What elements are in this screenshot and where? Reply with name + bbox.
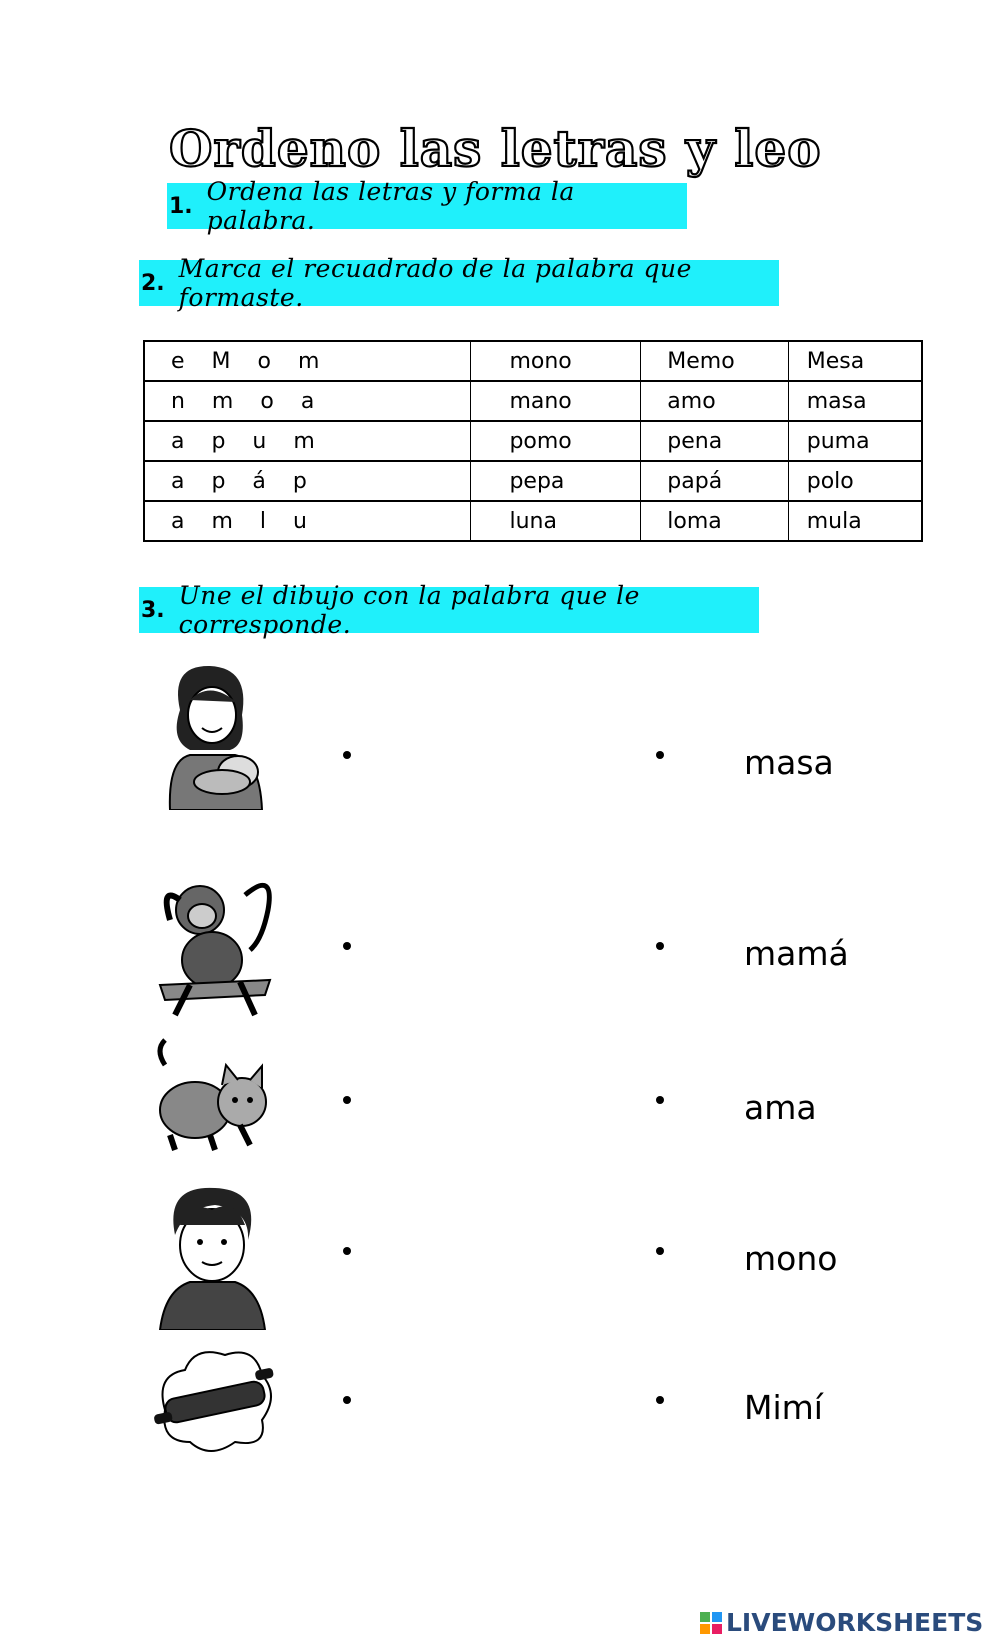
instruction-text: Marca el recuadrado de la palabra que formaste. [178, 254, 692, 312]
instruction-1 [167, 177, 687, 235]
match-word: mono [744, 1239, 838, 1278]
match-dot-left[interactable] [343, 942, 351, 950]
word-option[interactable]: papá [641, 461, 788, 501]
match-dot-right[interactable] [656, 1247, 664, 1255]
table-row [144, 461, 922, 501]
mother-with-baby-picture [150, 660, 280, 810]
scrambled-letters: a p á p [144, 461, 471, 501]
cat-picture [150, 1030, 280, 1180]
instruction-text: Ordena las letras y forma la palabra. [206, 177, 575, 235]
table-row [144, 501, 922, 541]
word-option[interactable]: polo [788, 461, 922, 501]
scrambled-letters: a m l u [144, 501, 471, 541]
scrambled-letters: n m o a [144, 381, 471, 421]
word-option[interactable]: Memo [641, 341, 788, 381]
word-option[interactable]: loma [641, 501, 788, 541]
match-word: mamá [744, 934, 849, 973]
liveworksheets-logo [700, 1608, 983, 1637]
word-option[interactable]: puma [788, 421, 922, 461]
word-option[interactable]: amo [641, 381, 788, 421]
table-row [144, 341, 922, 381]
table-row [144, 381, 922, 421]
word-option[interactable]: luna [471, 501, 641, 541]
word-option[interactable]: masa [788, 381, 922, 421]
match-dot-right[interactable] [656, 1096, 664, 1104]
match-dot-left[interactable] [343, 751, 351, 759]
match-dot-right[interactable] [656, 751, 664, 759]
scrambled-letters: e M o m [144, 341, 471, 381]
brand-text: LIVEWORKSHEETS [726, 1608, 984, 1637]
instruction-text: Une el dibujo con la palabra que le corresponde. [178, 581, 640, 639]
liveworksheets-icon [700, 1612, 722, 1634]
monkey-picture [150, 870, 280, 1020]
word-table [143, 340, 923, 542]
instruction-number: 3. [141, 597, 165, 623]
worksheet-title [165, 112, 855, 182]
boy-picture [150, 1180, 280, 1330]
match-word: masa [744, 743, 834, 782]
instruction-2 [139, 254, 779, 312]
title-text: Ordeno las letras y leo [169, 119, 822, 178]
dough-roller-picture [150, 1330, 280, 1480]
word-option[interactable]: Mesa [788, 341, 922, 381]
title-graphic [165, 112, 855, 182]
scrambled-letters: a p u m [144, 421, 471, 461]
match-word: Mimí [744, 1388, 823, 1427]
match-dot-left[interactable] [343, 1396, 351, 1404]
table-row [144, 421, 922, 461]
instruction-3 [139, 581, 759, 639]
match-word: ama [744, 1088, 817, 1127]
word-option[interactable]: mano [471, 381, 641, 421]
word-option[interactable]: mono [471, 341, 641, 381]
word-option[interactable]: pomo [471, 421, 641, 461]
match-dot-left[interactable] [343, 1247, 351, 1255]
word-option[interactable]: pepa [471, 461, 641, 501]
match-dot-left[interactable] [343, 1096, 351, 1104]
match-dot-right[interactable] [656, 942, 664, 950]
word-option[interactable]: mula [788, 501, 922, 541]
match-dot-right[interactable] [656, 1396, 664, 1404]
instruction-number: 2. [141, 270, 165, 296]
word-option[interactable]: pena [641, 421, 788, 461]
instruction-number: 1. [169, 193, 193, 219]
